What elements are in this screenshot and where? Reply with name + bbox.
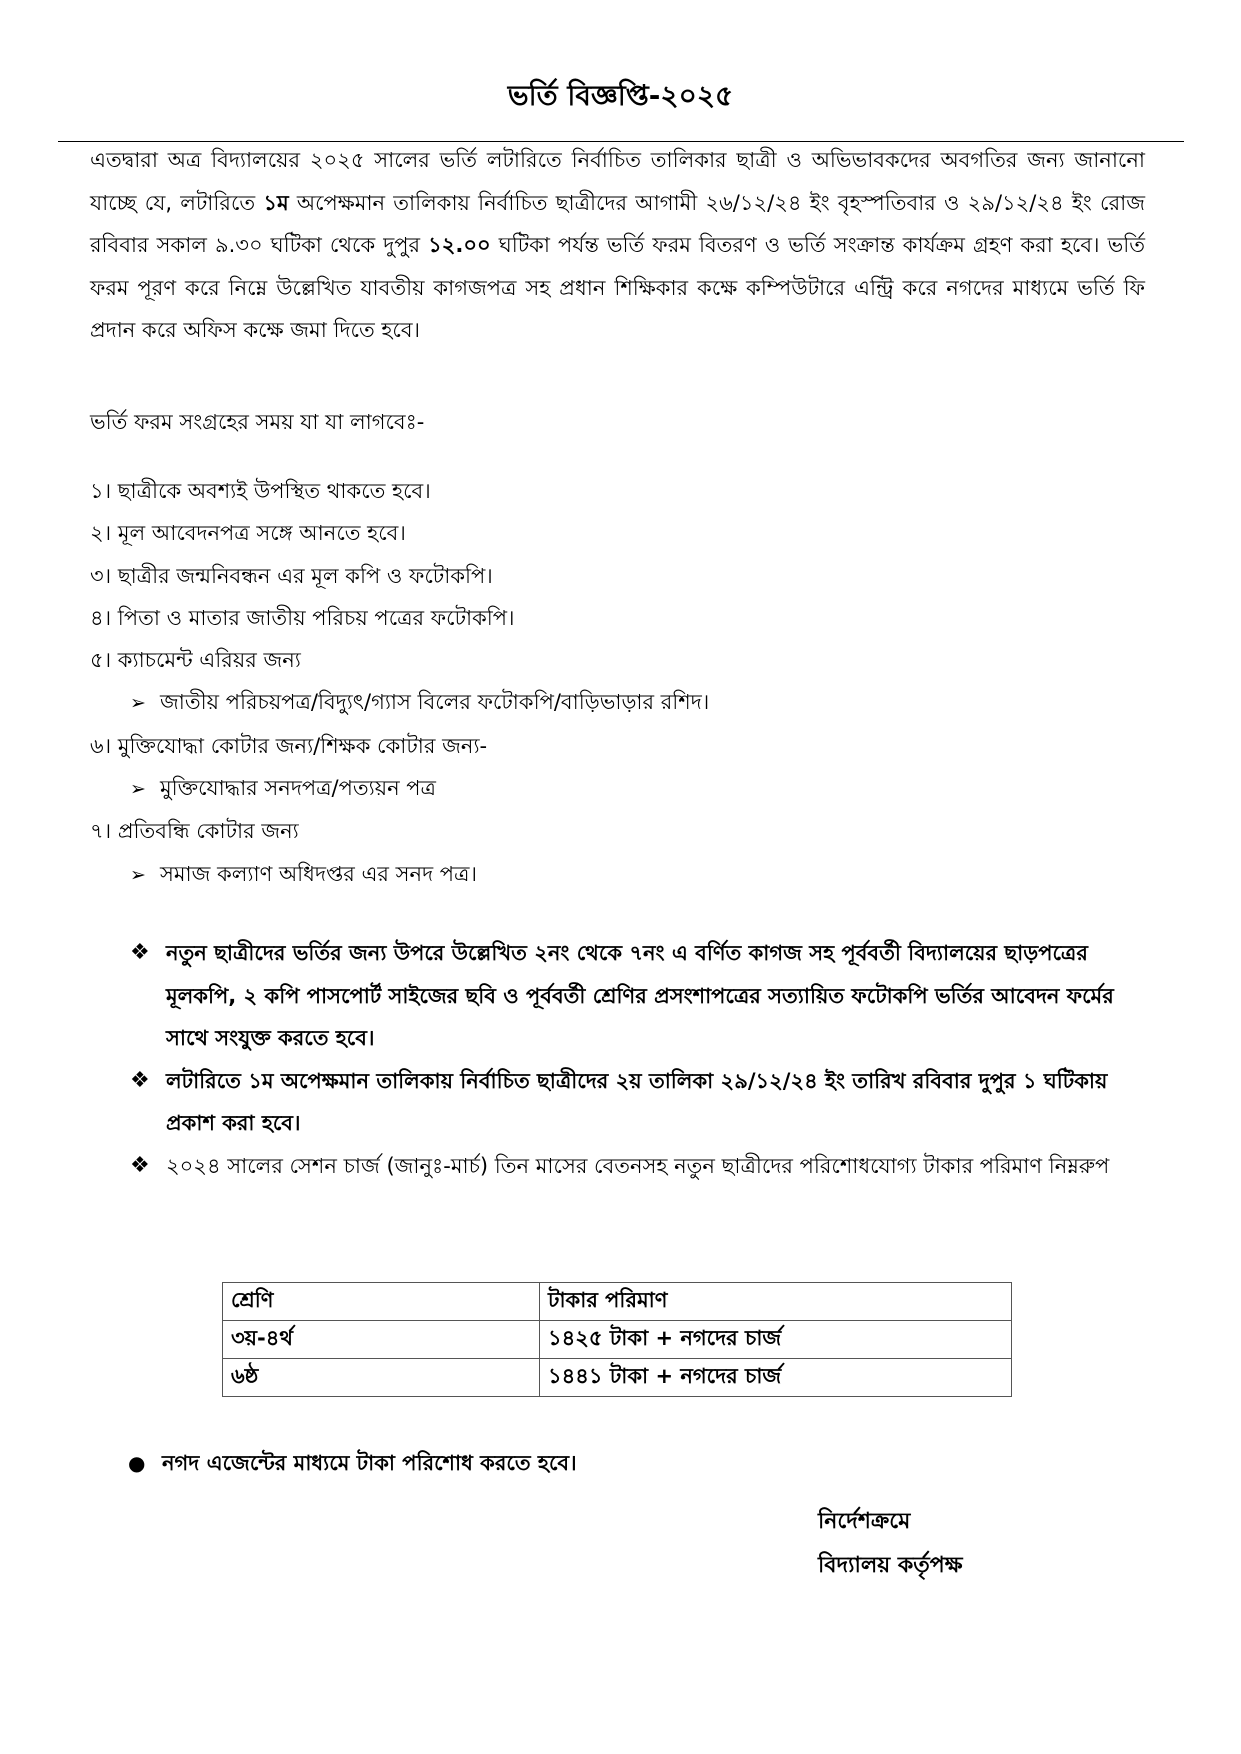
requirement-item-3: ৩। ছাত্রীর জন্মনিবন্ধন এর মূল কপি ও ফটোকপি। — [90, 563, 493, 588]
requirement-item-7: ৭। প্রতিবন্ধি কোটার জন্য — [90, 819, 299, 844]
diamond-bullet-icon: ❖ — [130, 1067, 150, 1093]
note-text: লটারিতে ১ম অপেক্ষমান তালিকায় নির্বাচিত ছাত্রীদের ২য় তালিকা ২৯/১২/২৪ ইং তারিখ রবিবার দুপুর ১ ঘটিকায় প্রকাশ করা হবে। — [166, 1068, 1108, 1135]
notice-title: ভর্তি বিজ্ঞপ্তি-২০২৫ — [507, 79, 734, 112]
requirements-list — [90, 470, 1090, 896]
payment-note — [128, 1446, 577, 1480]
table-cell-class: ৩য়-৪র্থ — [223, 1321, 540, 1359]
intro-text-1: এতদ্বারা অত্র বিদ্যালয়ের ২০২৫ সালের ভর্তি লটারিতে নির্বাচিত তালিকার ছাত্রী ও অভিভাবকদের অবগতির জন্য জানানো যাচ্ছে যে, লটারিতে — [90, 148, 1145, 215]
note-text: ২০২৪ সালের সেশন চার্জ (জানুঃ-মার্চ) তিন মাসের বেতনসহ নতুন ছাত্রীদের পরিশোধযোগ্য টাকার পরিমাণ নিম্নরুপ — [166, 1153, 1110, 1178]
intro-bold-2: ১২.০০ — [428, 233, 491, 257]
requirement-item-5: ৫। ক্যাচমেন্ট এরিয়র জন্য — [90, 648, 301, 673]
table-cell-amount: ১৪৪১ টাকা + নগদের চার্জ — [540, 1359, 1012, 1397]
note-item-3 — [130, 1145, 1140, 1188]
arrow-bullet-icon: ➢ — [130, 778, 146, 801]
signature-line-2: বিদ্যালয় কর্তৃপক্ষ — [818, 1553, 963, 1578]
requirement-subitem-5 — [90, 681, 1090, 724]
fee-table — [222, 1282, 1012, 1397]
intro-bold-1: ১ম — [263, 190, 289, 215]
requirements-heading: ভর্তি ফরম সংগ্রহের সময় যা যা লাগবেঃ- — [90, 410, 425, 434]
notes-list — [130, 932, 1140, 1187]
arrow-bullet-icon: ➢ — [130, 692, 146, 715]
requirement-subitem-7 — [90, 853, 1090, 896]
table-row — [223, 1321, 1012, 1359]
intro-paragraph — [90, 139, 1145, 352]
requirement-subitem-text: সমাজ কল্যাণ অধিদপ্তর এর সনদ পত্র। — [160, 861, 477, 886]
requirement-item-1: ১। ছাত্রীকে অবশ্যই উপস্থিত থাকতে হবে। — [90, 479, 431, 503]
requirement-item-4: ৪। পিতা ও মাতার জাতীয় পরিচয় পত্রের ফটোকপি। — [90, 605, 515, 630]
intro-text-3: ঘটিকা পর্যন্ত ভর্তি ফরম বিতরণ ও ভর্তি সংক্রান্ত কার্যক্রম গ্রহণ করা হবে। ভর্তি ফরম পূরণ করে নিম্নে উল্লেখিত যাবতীয় কাগজপত্র সহ প্রধান শিক্ষিকার কক্ষে কম্পিউটারে এন্ট্রি করে নগদের মাধ্যমে ভর্তি ফি প্রদান করে অফিস কক্ষে জমা দিতে হবে। — [90, 233, 1145, 342]
signature-line-1: নির্দেশক্রমে — [818, 1509, 911, 1534]
table-row — [223, 1359, 1012, 1397]
note-item-1 — [130, 932, 1140, 1060]
requirement-subitem-text: জাতীয় পরিচয়পত্র/বিদ্যুৎ/গ্যাস বিলের ফটোকপি/বাড়িভাড়ার রশিদ। — [160, 690, 710, 715]
arrow-bullet-icon: ➢ — [130, 863, 146, 886]
intro-text-2: অপেক্ষমান তালিকায় নির্বাচিত ছাত্রীদের আগামী ২৬/১২/২৪ ইং বৃহস্পতিবার ও ২৯/১২/২৪ ইং রোজ রবিবার সকাল ৯.৩০ ঘটিকা থেকে দুপুর — [90, 190, 1145, 257]
requirement-item-2: ২। মূল আবেদনপত্র সঙ্গে আনতে হবে। — [90, 521, 406, 546]
diamond-bullet-icon: ❖ — [130, 1152, 150, 1178]
bullet-dot-icon: ● — [128, 1451, 146, 1475]
requirement-subitem-text: মুক্তিযোদ্ধার সনদপত্র/পত্যয়ন পত্র — [160, 776, 436, 801]
requirement-item-6: ৬। মুক্তিযোদ্ধা কোটার জন্য/শিক্ষক কোটার জন্য- — [90, 733, 488, 758]
note-item-2 — [130, 1060, 1140, 1145]
payment-note-text: নগদ এজেন্টের মাধ্যমে টাকা পরিশোধ করতে হবে। — [162, 1451, 577, 1475]
table-cell-class: ৬ষ্ঠ — [223, 1359, 540, 1397]
requirement-subitem-6 — [90, 767, 1090, 810]
signature-block — [818, 1500, 963, 1588]
table-header-row — [223, 1283, 1012, 1321]
note-text: নতুন ছাত্রীদের ভর্তির জন্য উপরে উল্লেখিত ২নং থেকে ৭নং এ বর্ণিত কাগজ সহ পূর্ববর্তী বিদ্যালয়ের ছাড়পত্রের মূলকপি, ২ কপি পাসপোর্ট সাইজের ছবি ও পূর্ববর্তী শ্রেণির প্রসংশাপত্রের সত্যায়িত ফটোকপি ভর্তির আবেদন ফর্মের সাথে সংযুক্ত করতে হবে। — [166, 941, 1114, 1050]
diamond-bullet-icon: ❖ — [130, 940, 150, 965]
table-header-amount: টাকার পরিমাণ — [540, 1283, 1012, 1321]
table-cell-amount: ১৪২৫ টাকা + নগদের চার্জ — [540, 1321, 1012, 1359]
table-header-class: শ্রেণি — [223, 1283, 540, 1321]
